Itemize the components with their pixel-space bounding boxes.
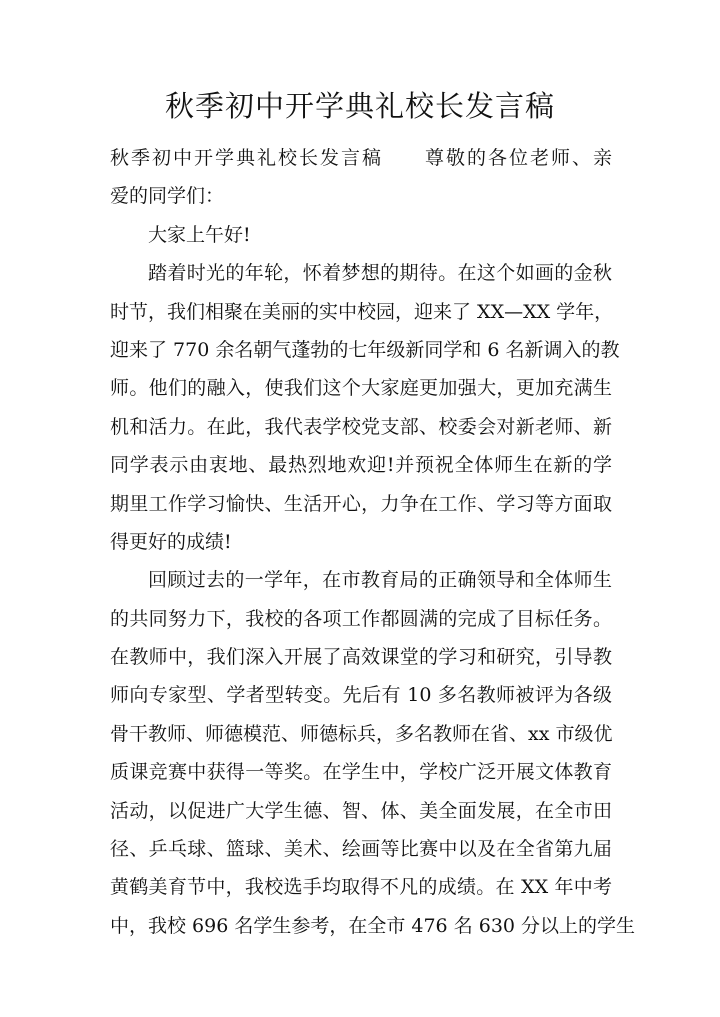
text-line: 在教师中，我们深入开展了高效课堂的学习和研究，引导教 xyxy=(110,646,612,669)
text-line: 回顾过去的一学年，在市教育局的正确领导和全体师生 xyxy=(148,569,612,592)
text-line: 得更好的成绩! xyxy=(110,530,232,553)
text-line: 骨干教师、师德模范、师德标兵，多名教师在省、xx 市级优 xyxy=(110,722,613,745)
text-line: 的共同努力下，我校的各项工作都圆满的完成了目标任务。 xyxy=(110,607,612,630)
text-line: 黄鹤美育节中，我校选手均取得不凡的成绩。在 XX 年中考 xyxy=(110,876,612,899)
text-line: 秋季初中开学典礼校长发言稿 尊敬的各位老师、亲 xyxy=(110,147,612,169)
text-line: 迎来了 770 余名朝气蓬勃的七年级新同学和 6 名新调入的教 xyxy=(110,338,620,361)
text-line: 时节，我们相聚在美丽的实中校园，迎来了 XX—XX 学年， xyxy=(110,300,614,323)
text-line: 期里工作学习愉快、生活开心，力争在工作、学习等方面取 xyxy=(110,492,612,515)
text-line: 径、乒乓球、篮球、美术、绘画等比赛中以及在全省第九届 xyxy=(110,838,612,861)
text-line: 中，我校 696 名学生参考，在全市 476 名 630 分以上的学生 xyxy=(110,914,636,937)
text-line: 活动，以促进广大学生德、智、体、美全面发展，在全市田 xyxy=(110,799,612,822)
text-line: 爱的同学们： xyxy=(110,185,225,208)
document-body xyxy=(110,139,636,945)
document-title: 秋季初中开学典礼校长发言稿 xyxy=(164,89,555,123)
text-line: 机和活力。在此，我代表学校党支部、校委会对新老师、新 xyxy=(110,415,612,438)
text-line: 大家上午好! xyxy=(148,223,251,246)
text-line: 同学表示由衷地、最热烈地欢迎!并预祝全体师生在新的学 xyxy=(110,454,612,477)
text-line: 质课竞赛中获得一等奖。在学生中，学校广泛开展文体教育 xyxy=(110,761,612,784)
text-line: 师。他们的融入，使我们这个大家庭更加强大，更加充满生 xyxy=(110,377,612,400)
text-line: 踏着时光的年轮，怀着梦想的期待。在这个如画的金秋 xyxy=(148,262,612,285)
text-line: 师向专家型、学者型转变。先后有 10 多名教师被评为各级 xyxy=(110,684,612,707)
